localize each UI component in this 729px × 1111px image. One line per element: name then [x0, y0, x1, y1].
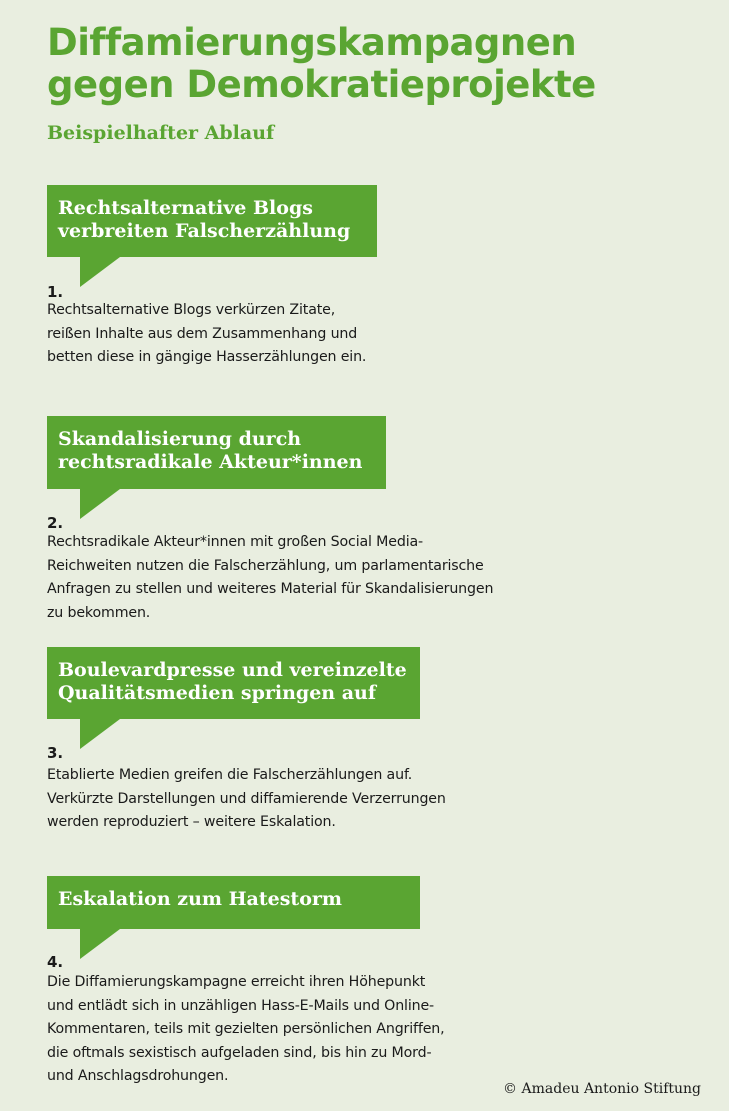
page-title	[47, 22, 707, 106]
copyright-notice: © Amadeu Antonio Stiftung	[503, 1081, 701, 1097]
step-4-text-line-5: und Anschlagsdrohungen.	[47, 1068, 229, 1084]
step-1-heading-line-1: Rechtsalternative Blogs	[58, 197, 313, 219]
title-line-1: Diffamierungskampagnen	[47, 21, 577, 64]
step-2-heading-line-2: rechtsradikale Akteur*innen	[58, 451, 363, 473]
step-1-text-line-1: Rechtsalternative Blogs verkürzen Zitate,	[47, 302, 336, 318]
step-3-heading-line-1: Boulevardpresse und vereinzelte	[58, 659, 407, 681]
step-4-text-line-3: Kommentaren, teils mit gezielten persönlichen Angriffen,	[47, 1021, 445, 1037]
title-line-2: gegen Demokratieprojekte	[47, 63, 596, 106]
step-3-text-line-1: Etablierte Medien greifen die Falscherzählungen auf.	[47, 767, 413, 783]
step-3-text-line-3: werden reproduziert – weitere Eskalation.	[47, 814, 336, 830]
step-4-number: 4.	[47, 953, 64, 971]
step-1-text	[47, 299, 547, 370]
step-2-text-line-3: Anfragen zu stellen und weiteres Material für Skandalisierungen	[47, 581, 494, 597]
step-3-text	[47, 764, 547, 835]
step-3-heading-bubble	[47, 647, 420, 719]
step-3-heading-line-2: Qualitätsmedien springen auf	[58, 682, 377, 704]
step-2-text-line-4: zu bekommen.	[47, 604, 151, 621]
step-1-heading-bubble	[47, 185, 377, 257]
page-subtitle: Beispielhafter Ablauf	[47, 122, 275, 144]
step-4-heading-line-1: Eskalation zum Hatestorm	[58, 888, 342, 910]
step-3-number: 3.	[47, 744, 64, 762]
step-4-text-line-4: die oftmals sexistisch aufgeladen sind, bis hin zu Mord-	[47, 1044, 432, 1061]
step-2-heading-bubble	[47, 416, 386, 489]
step-3-text-line-2: Verkürzte Darstellungen und diffamierende Verzerrungen	[47, 790, 446, 807]
step-2-text-line-1: Rechtsradikale Akteur*innen mit großen Social Media-	[47, 534, 424, 550]
step-4-text	[47, 971, 547, 1089]
step-2-heading-line-1: Skandalisierung durch	[58, 428, 302, 450]
step-2-number: 2.	[47, 514, 64, 532]
step-1-number: 1.	[47, 283, 64, 301]
step-2-text	[47, 531, 547, 625]
step-1-text-line-2: reißen Inhalte aus dem Zusammenhang und	[47, 325, 358, 342]
step-4-text-line-2: und entlädt sich in unzähligen Hass-E-Mails und Online-	[47, 997, 435, 1014]
step-2-text-line-2: Reichweiten nutzen die Falscherzählung, um parlamentarische	[47, 557, 484, 574]
step-1-text-line-3: betten diese in gängige Hasserzählungen ein.	[47, 349, 367, 365]
step-4-text-line-1: Die Diffamierungskampagne erreicht ihren Höhepunkt	[47, 974, 426, 990]
step-1-heading-line-2: verbreiten Falscherzählung	[58, 220, 351, 242]
step-4-heading-bubble	[47, 876, 420, 929]
